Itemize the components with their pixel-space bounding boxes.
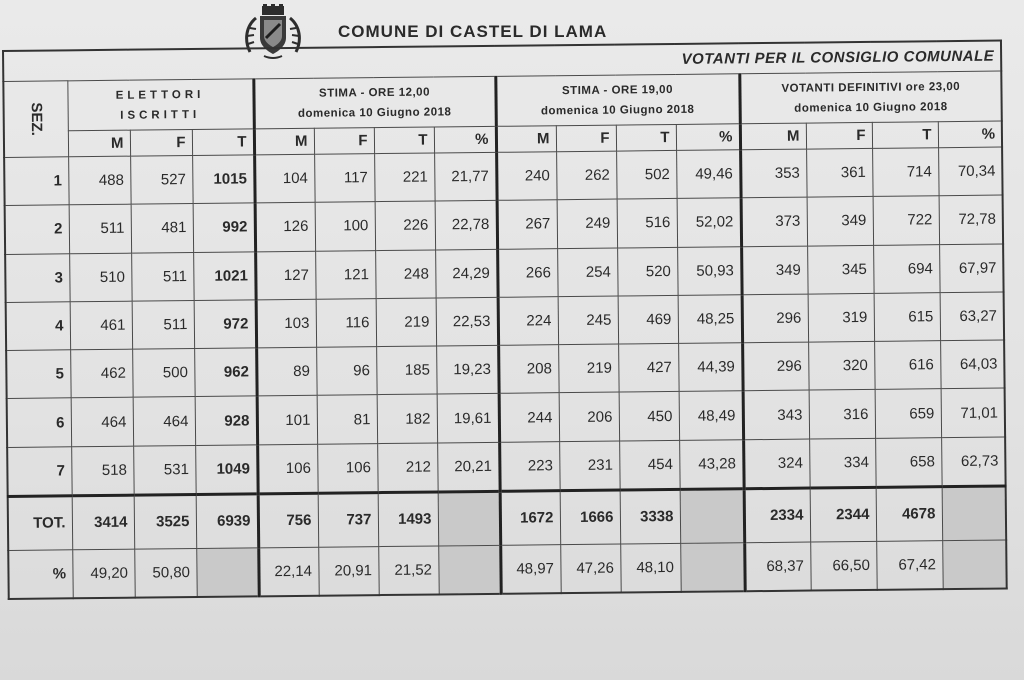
table-cell: 240 xyxy=(496,152,557,201)
table-cell: 319 xyxy=(808,293,875,342)
table-cell: 511 xyxy=(132,300,195,349)
table-cell: 22,53 xyxy=(436,297,499,346)
table-cell: 49,20 xyxy=(72,549,135,599)
table-cell: 3338 xyxy=(620,490,681,544)
table-cell: 43,28 xyxy=(679,440,744,490)
table-cell: 928 xyxy=(195,396,258,445)
table-cell: 262 xyxy=(556,151,617,200)
table-cell: 48,49 xyxy=(679,391,744,440)
table-cell: 296 xyxy=(742,342,809,391)
table-cell: 694 xyxy=(873,244,940,293)
table-cell xyxy=(680,542,745,592)
table-cell xyxy=(196,547,259,597)
subheader-cell: % xyxy=(938,121,1002,147)
table-cell: 67,42 xyxy=(876,540,943,590)
town-name: COMUNE DI CASTEL DI LAMA xyxy=(338,22,608,41)
table-cell: 48,97 xyxy=(500,544,561,594)
table-cell: 208 xyxy=(498,345,559,394)
table-cell: 1672 xyxy=(500,491,561,545)
table-cell: 52,02 xyxy=(677,198,742,247)
table-cell: 454 xyxy=(619,440,680,490)
row-label: TOT. xyxy=(8,496,73,550)
table-cell: 1021 xyxy=(193,251,256,300)
table-cell: 500 xyxy=(132,349,195,398)
row-label: 6 xyxy=(7,398,72,447)
table-cell: 349 xyxy=(741,246,808,295)
table-cell: 71,01 xyxy=(941,388,1006,437)
table-cell: 127 xyxy=(255,251,316,300)
table-cell: 658 xyxy=(875,437,942,487)
table-cell: 48,10 xyxy=(620,543,681,593)
row-label: % xyxy=(8,549,73,599)
table-cell: 103 xyxy=(256,299,317,348)
table-cell xyxy=(942,540,1007,590)
table-cell: 1015 xyxy=(192,155,255,204)
table-cell: 320 xyxy=(808,342,875,391)
table-cell xyxy=(438,545,501,595)
table-cell: 245 xyxy=(558,296,619,345)
percent-row xyxy=(8,540,1007,599)
table-cell: 361 xyxy=(806,148,873,197)
group-stima-12: STIMA - ORE 12,00 domenica 10 Giugno 2018 xyxy=(253,76,496,129)
subheader-cell: M xyxy=(68,130,130,156)
table-cell: 756 xyxy=(258,493,319,547)
table-cell: 219 xyxy=(376,298,437,347)
table-cell: 266 xyxy=(497,248,558,297)
table-cell: 206 xyxy=(559,393,620,442)
table-cell: 450 xyxy=(619,392,680,441)
table-cell: 64,03 xyxy=(940,340,1005,389)
subheader-cell: F xyxy=(130,130,192,156)
table-cell: 121 xyxy=(315,250,376,299)
row-label: 7 xyxy=(7,447,72,497)
table-cell: 3414 xyxy=(72,495,135,549)
table-cell: 100 xyxy=(315,202,376,251)
sez-header: SEZ. xyxy=(3,81,68,158)
table-cell: 66,50 xyxy=(810,541,877,591)
table-cell: 248 xyxy=(375,250,436,299)
group-stima-19: STIMA - ORE 19,00 domenica 10 Giugno 2018 xyxy=(495,74,740,127)
table-cell: 516 xyxy=(617,199,678,248)
table-cell: 67,97 xyxy=(939,244,1004,293)
table-cell: 244 xyxy=(499,393,560,442)
table-cell: 104 xyxy=(254,154,315,203)
table-cell: 182 xyxy=(377,394,438,443)
table-cell: 22,78 xyxy=(435,201,498,250)
table-cell: 518 xyxy=(71,446,134,496)
table-cell: 464 xyxy=(133,397,196,446)
table-cell: 488 xyxy=(68,156,131,205)
table-cell: 81 xyxy=(317,395,378,444)
table-cell: 20,21 xyxy=(437,442,500,492)
table-cell: 249 xyxy=(557,199,618,248)
table-cell: 737 xyxy=(318,493,379,547)
table-cell: 520 xyxy=(617,247,678,296)
table-cell: 70,34 xyxy=(938,147,1003,196)
table-cell: 223 xyxy=(499,441,560,491)
row-label: 2 xyxy=(5,205,70,254)
table-cell: 527 xyxy=(130,155,193,204)
table-cell: 616 xyxy=(874,341,941,390)
table-cell: 219 xyxy=(558,344,619,393)
table-cell: 510 xyxy=(69,253,132,302)
table-cell: 511 xyxy=(69,204,132,253)
table-cell: 89 xyxy=(256,347,317,396)
table-cell: 50,93 xyxy=(677,246,742,295)
row-label: 3 xyxy=(5,253,70,302)
table-cell: 96 xyxy=(316,347,377,396)
table-cell: 502 xyxy=(616,150,677,199)
table-cell: 21,52 xyxy=(378,546,439,596)
table-cell: 62,73 xyxy=(941,437,1006,487)
subheader-cell: T xyxy=(192,129,254,155)
table-cell: 722 xyxy=(873,196,940,245)
table-title: VOTANTI PER IL CONSIGLIO COMUNALE xyxy=(3,41,1001,82)
subheader-cell: % xyxy=(676,124,740,150)
table-cell: 224 xyxy=(498,297,559,346)
table-cell xyxy=(942,486,1007,540)
table-cell: 254 xyxy=(557,248,618,297)
table-cell: 63,27 xyxy=(940,292,1005,341)
voters-table xyxy=(2,40,1008,600)
table-cell: 44,39 xyxy=(678,343,743,392)
subheader-cell: T xyxy=(374,127,434,153)
table-cell: 531 xyxy=(133,445,196,495)
table-cell: 1666 xyxy=(560,490,621,544)
table-cell: 2334 xyxy=(744,488,811,542)
table-cell: 427 xyxy=(618,344,679,393)
table-cell: 714 xyxy=(872,148,939,197)
table-cell: 117 xyxy=(314,154,375,203)
table-cell: 185 xyxy=(376,346,437,395)
table-cell: 48,25 xyxy=(678,295,743,344)
subheader-cell: % xyxy=(434,127,496,153)
table-cell: 469 xyxy=(618,295,679,344)
table-cell: 3525 xyxy=(134,495,197,549)
table-cell: 349 xyxy=(807,197,874,246)
row-label: 4 xyxy=(6,302,71,351)
table-cell: 461 xyxy=(70,301,133,350)
table-cell: 334 xyxy=(809,438,876,488)
table-cell: 4678 xyxy=(876,487,943,541)
table-cell: 101 xyxy=(257,396,318,445)
group-votanti-definitivi: VOTANTI DEFINITIVI ore 23,00 domenica 10 Giugno 2018 xyxy=(739,71,1002,124)
table-cell: 20,91 xyxy=(318,546,379,596)
table-cell: 24,29 xyxy=(435,249,498,298)
table-cell xyxy=(680,489,745,543)
subheader-cell: F xyxy=(556,125,616,151)
subheader-cell: M xyxy=(496,126,556,152)
row-label: 1 xyxy=(4,157,69,206)
table-cell: 49,46 xyxy=(676,150,741,199)
table-cell: 126 xyxy=(255,202,316,251)
table-cell: 19,61 xyxy=(437,394,500,443)
table-cell: 462 xyxy=(70,349,133,398)
table-cell: 267 xyxy=(497,200,558,249)
subheader-cell: F xyxy=(314,128,374,154)
subheader-cell: F xyxy=(806,123,872,149)
table-cell: 353 xyxy=(740,149,807,198)
subheader-cell: T xyxy=(872,122,938,148)
subheader-cell: M xyxy=(254,128,314,154)
table-cell: 511 xyxy=(131,252,194,301)
table-cell: 373 xyxy=(741,197,808,246)
table-cell: 962 xyxy=(194,348,257,397)
subheader-cell: M xyxy=(740,123,806,149)
table-cell: 1049 xyxy=(195,445,258,495)
table-cell: 226 xyxy=(375,201,436,250)
table-cell: 19,23 xyxy=(436,345,499,394)
table-cell: 992 xyxy=(193,203,256,252)
table-cell: 50,80 xyxy=(134,548,197,598)
table-cell: 972 xyxy=(194,300,257,349)
table-cell: 343 xyxy=(743,391,810,440)
table-cell: 72,78 xyxy=(939,195,1004,244)
subheader-cell: T xyxy=(616,125,676,151)
table-cell: 464 xyxy=(71,398,134,447)
table-cell: 345 xyxy=(807,245,874,294)
table-cell: 1493 xyxy=(378,492,439,546)
table-cell: 106 xyxy=(257,444,318,494)
table-cell: 615 xyxy=(874,293,941,342)
table-cell: 221 xyxy=(374,153,435,202)
table-cell: 2344 xyxy=(810,488,877,542)
table-cell: 296 xyxy=(742,294,809,343)
table-cell: 481 xyxy=(131,204,194,253)
table-cell: 231 xyxy=(559,441,620,491)
table-cell: 22,14 xyxy=(258,547,319,597)
table-cell: 6939 xyxy=(196,494,259,548)
table-cell: 212 xyxy=(377,443,438,493)
table-cell: 116 xyxy=(316,298,377,347)
table-cell: 106 xyxy=(317,443,378,493)
group-elettori-iscritti: ELETTORI ISCRITTI xyxy=(67,79,254,131)
table-cell: 68,37 xyxy=(744,542,811,592)
row-label: 5 xyxy=(6,350,71,399)
table-cell: 21,77 xyxy=(434,152,497,201)
table-cell: 47,26 xyxy=(560,544,621,594)
table-cell: 316 xyxy=(809,390,876,439)
table-cell: 324 xyxy=(743,439,810,489)
table-cell xyxy=(438,491,501,545)
table-cell: 659 xyxy=(875,389,942,438)
